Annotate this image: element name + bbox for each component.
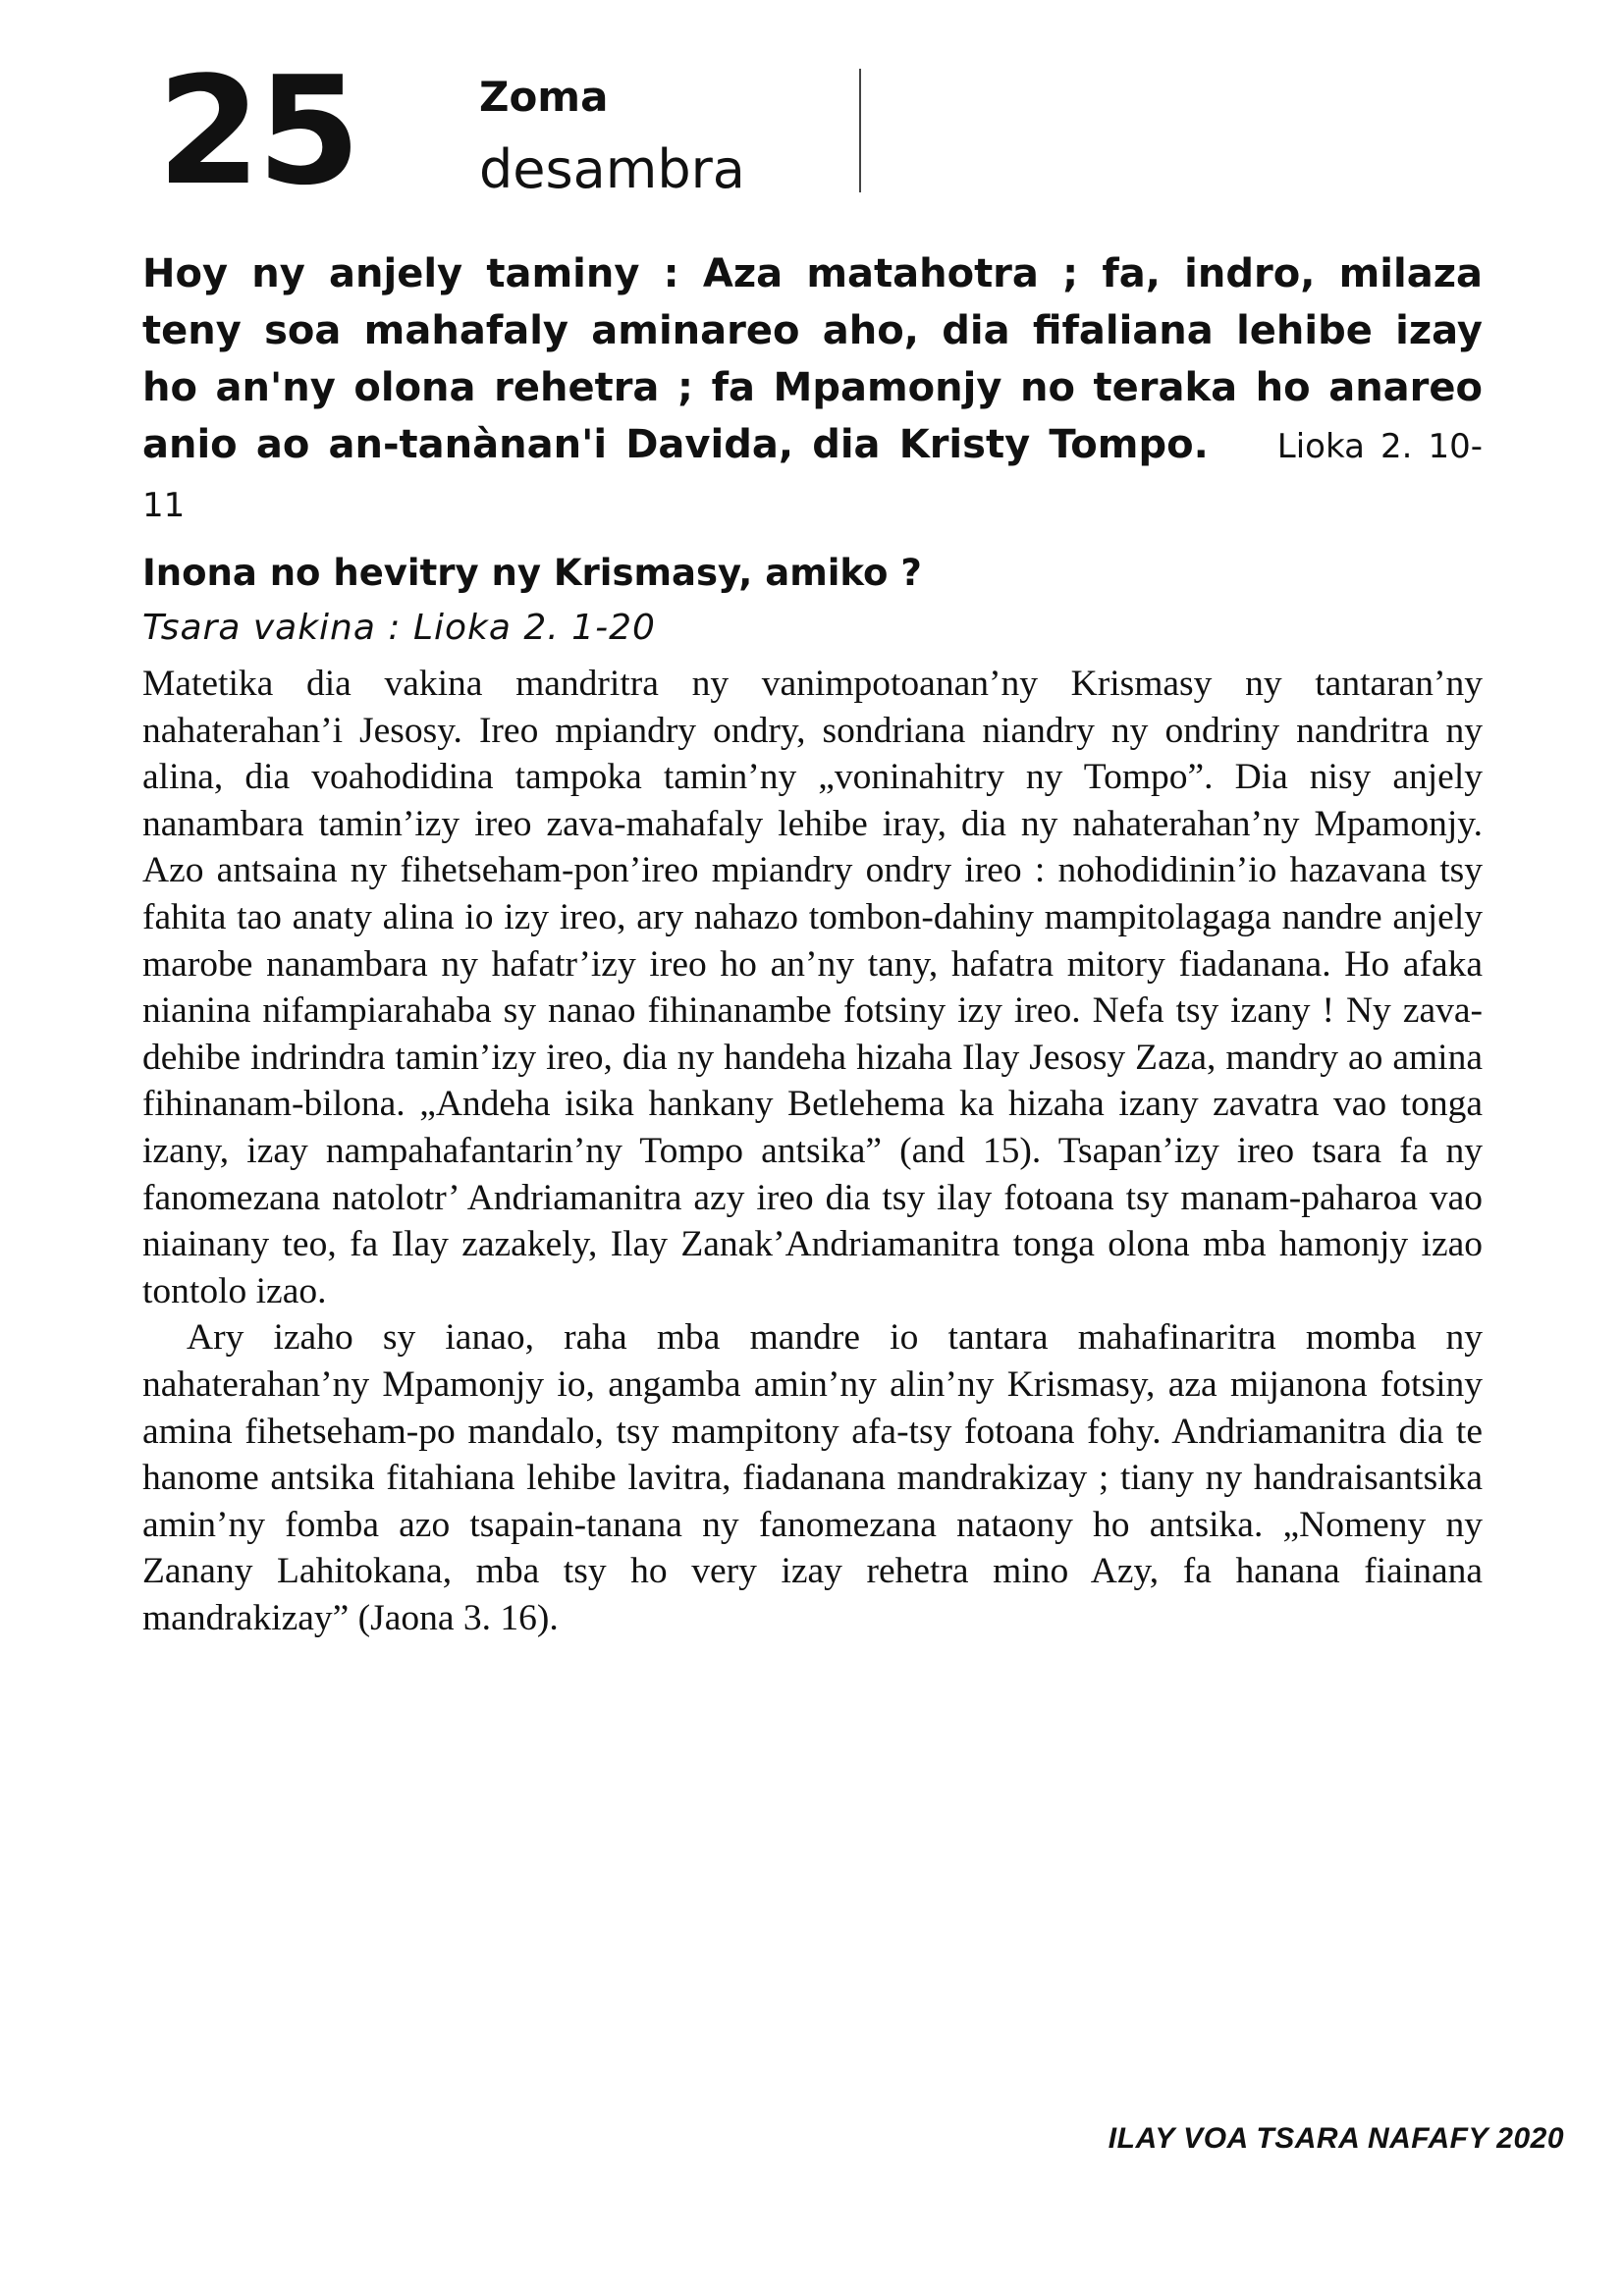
date-header xyxy=(157,44,884,218)
article-body xyxy=(142,661,1483,1641)
header-divider xyxy=(859,69,861,192)
daily-verse xyxy=(142,245,1483,534)
verse-reference: Lioka 2. 10-11 xyxy=(142,427,1483,525)
verse-text: Hoy ny anjely taminy : Aza matahotra ; fa, indro, milaza teny soa mahafaly aminareo aho, dia fifaliana lehibe izay ho an'ny olona rehetra ; fa Mpamonjy no teraka ho anareo anio ao an-tanànan'i Davida, dia Kristy Tompo. xyxy=(142,251,1483,467)
reading-suggestion: Tsara vakina : Lioka 2. 1-20 xyxy=(142,608,656,648)
body-paragraph: Ary izaho sy ianao, raha mba mandre io tantara mahafinaritra momba ny nahaterahan’ny Mpamonjy io, angamba amin’ny alin’ny Krismasy, aza mijanona fotsiny amina fihetseham-po mandalo, tsy mampitony afa-tsy fotoana fohy. Andriamanitra dia te hanome antsika fitahiana lehibe lavitra, fiadanana mandrakizay ; tiany ny handraisantsika amin’ny fomba azo tsapain-tanana ny fanomezana nataony ho antsika. „Nomeny ny Zanany Lahitokana, mba tsy ho very izay rehetra mino Azy, fa hanana fiainana mandrakizay” (Jaona 3. 16). xyxy=(142,1317,1483,1638)
body-paragraph: Matetika dia vakina mandritra ny vanimpotoanan’ny Krismasy ny tantaran’ny nahaterahan’i Jesosy. Ireo mpiandry ondry, sondriana niandry ny ondriny nandritra ny alina, dia voahodidina tampoka tamin’ny „voninahitry ny Tompo”. Dia nisy anjely nanambara tamin’izy ireo zava-mahafaly lehibe iray, dia ny nahaterahan’ny Mpamonjy. Azo antsaina ny fihetseham-pon’ireo mpiandry ondry ireo : nohodidinin’io hazavana tsy fahita tao anaty alina io izy ireo, ary nahazo tombon-dahiny mampitolagaga nandre anjely marobe nanambara ny hafatr’izy ireo ho an’ny tany, hafatra mitory fiadanana. Ho afaka nianina nifampiarahaba sy nanao fihinanambe fotsiny izy ireo. Nefa tsy izany ! Ny zava-dehibe indrindra tamin’izy ireo, dia ny handeha hizaha Ilay Jesosy Zaza, mandry ao amina fihinanam-bilona. „Andeha isika hankany Betlehema ka hizaha izany zavatra vao tonga izany, izay nampahafantarin’ny Tompo antsika” (and 15). Tsapan’izy ireo tsara fa ny fanomezana natolotr’ Andriamanitra azy ireo dia tsy ilay fotoana tsy manam-paharoa vao niainany teo, fa Ilay zazakely, Ilay Zanak’Andriamanitra tonga olona mba hamonjy izao tontolo izao. xyxy=(142,664,1483,1311)
month: desambra xyxy=(479,138,745,200)
day-number: 25 xyxy=(157,44,357,218)
footer-publication: ILAY VOA TSARA NAFAFY 2020 xyxy=(1108,2122,1564,2155)
section-title: Inona no hevitry ny Krismasy, amiko ? xyxy=(142,552,922,594)
weekday: Zoma xyxy=(479,73,609,121)
